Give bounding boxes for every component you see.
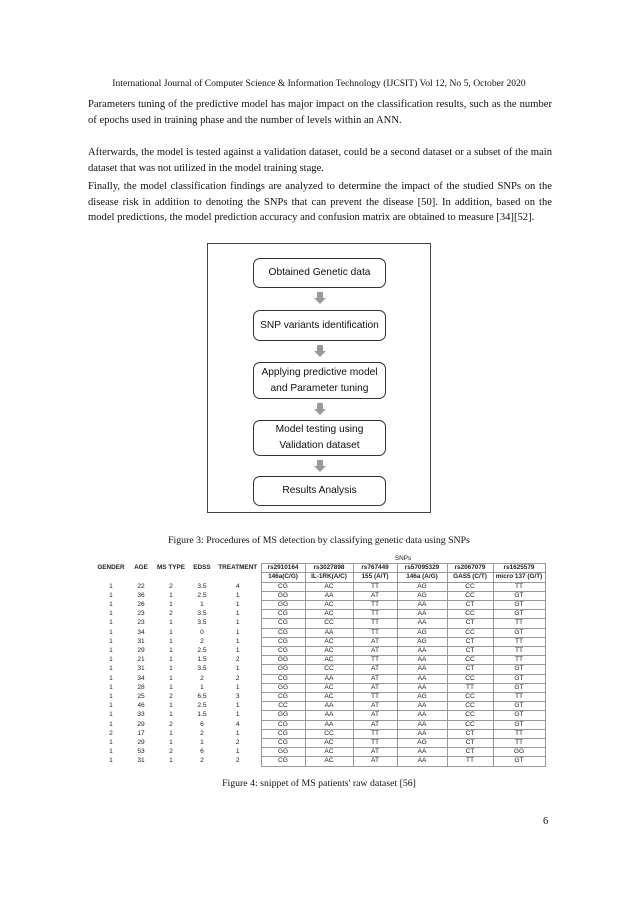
table-cell: AC — [305, 683, 353, 692]
table-cell: CT — [447, 729, 493, 738]
table-cell: TT — [493, 647, 545, 656]
table-cell: 2 — [109, 729, 113, 737]
column-header: TREATMENT — [218, 564, 258, 572]
table-cell: CC — [447, 674, 493, 683]
table-cell: AA — [397, 674, 447, 683]
table-cell: GT — [493, 702, 545, 711]
table-cell: GT — [493, 591, 545, 600]
table-cell: 34 — [137, 628, 145, 636]
table-cell: GG — [493, 748, 545, 757]
column-subheader: GAS5 (C/T) — [447, 573, 493, 582]
table-cell: GT — [493, 683, 545, 692]
table-row — [93, 619, 545, 628]
table-cell: 1.5 — [197, 656, 207, 664]
down-arrow-icon — [314, 345, 326, 357]
table-cell: 2 — [169, 720, 173, 728]
table-cell: AA — [397, 647, 447, 656]
table-cell: 31 — [137, 637, 145, 645]
table-cell: AA — [305, 628, 353, 637]
table-cell: AC — [305, 610, 353, 619]
table-cell: 2 — [235, 739, 240, 747]
table-header-row — [93, 564, 545, 573]
table-cell: 2 — [169, 582, 173, 590]
table-cell: 4 — [235, 720, 240, 728]
table-cell: TT — [353, 628, 397, 637]
table-cell: 1 — [109, 702, 113, 710]
table-cell: CC — [447, 720, 493, 729]
table-cell: GT — [493, 757, 545, 766]
table-cell: 1.5 — [197, 711, 207, 719]
table-cell: CC — [447, 711, 493, 720]
table-cell: AC — [305, 693, 353, 702]
table-cell: AC — [305, 739, 353, 748]
table-cell: GG — [261, 748, 305, 757]
table-cell: 1 — [109, 748, 113, 756]
table-cell: 2 — [200, 637, 204, 645]
journal-header: International Journal of Computer Science & Information Technology (IJCSIT) Vol 12, No 5, October 2020 — [112, 78, 526, 89]
table-cell: 1 — [235, 702, 240, 710]
table-cell: GG — [261, 601, 305, 610]
table-cell: 3.5 — [197, 610, 207, 618]
table-cell: CG — [261, 647, 305, 656]
flowchart-figure — [207, 243, 431, 513]
table-cell: CG — [261, 674, 305, 683]
table-cell: 1 — [109, 628, 113, 636]
table-cell: CT — [447, 637, 493, 646]
table-cell: 26 — [137, 601, 145, 609]
table-cell: AC — [305, 637, 353, 646]
table-cell: 1 — [109, 739, 113, 747]
table-cell: AA — [397, 748, 447, 757]
table-cell: 1 — [169, 739, 173, 747]
table-cell: GT — [493, 711, 545, 720]
table-cell: 1 — [169, 656, 173, 664]
table-cell: CT — [447, 601, 493, 610]
table-cell: 1 — [169, 665, 173, 673]
table-cell: CG — [261, 628, 305, 637]
table-cell: AT — [353, 665, 397, 674]
table-cell: 1 — [109, 683, 113, 691]
table-cell: CT — [447, 739, 493, 748]
table-cell: AA — [397, 601, 447, 610]
paragraph-validation: Afterwards, the model is tested against a validation dataset, could be a second dataset or a subset of the main dataset that was not utilized in the model training stage. — [88, 147, 552, 174]
table-cell: AA — [305, 591, 353, 600]
table-cell: TT — [493, 656, 545, 665]
paragraph-findings: Finally, the model classification findings are analyzed to determine the impact of the studied SNPs on the disease risk in addition to denoting the SNPs that can prevent the disease [50]. In addition, based on the model predictions, the model prediction accuracy and confusion matrix are obtained to measure [34][52]. — [88, 181, 552, 223]
table-cell: AG — [397, 628, 447, 637]
table-cell: 2.5 — [197, 647, 207, 655]
table-cell: 1 — [235, 665, 240, 673]
table-cell: TT — [493, 729, 545, 738]
table-cell: 1 — [169, 647, 173, 655]
column-subheader: 146a(C/G) — [261, 573, 305, 582]
dataset-table — [93, 555, 546, 767]
table-cell: TT — [493, 739, 545, 748]
table-cell: 1 — [235, 647, 240, 655]
table-cell: TT — [447, 683, 493, 692]
table-row — [93, 628, 545, 637]
table-row — [93, 702, 545, 711]
table-cell: 3.5 — [197, 665, 207, 673]
table-cell: 2 — [235, 674, 240, 682]
table-cell: 2.5 — [197, 702, 207, 710]
column-subheader: micro 137 (G/T) — [493, 573, 545, 582]
column-header: rs57095329 — [397, 564, 447, 573]
table-cell: CC — [305, 729, 353, 738]
table-cell: 1 — [109, 582, 113, 590]
table-cell: CG — [261, 610, 305, 619]
table-cell: TT — [493, 637, 545, 646]
table-cell: AC — [305, 757, 353, 766]
column-subheader: 146a (A/G) — [397, 573, 447, 582]
table-cell: 1 — [169, 628, 173, 636]
table-cell: TT — [353, 601, 397, 610]
column-header: EDSS — [193, 564, 211, 572]
table-cell: CC — [447, 693, 493, 702]
table-row — [93, 748, 545, 757]
table-cell: 22 — [137, 582, 145, 590]
table-cell: TT — [353, 610, 397, 619]
table-cell: CT — [447, 748, 493, 757]
table-cell: GG — [261, 591, 305, 600]
table-cell: GG — [261, 711, 305, 720]
table-cell: AA — [397, 720, 447, 729]
table-cell: AA — [397, 711, 447, 720]
table-cell: GG — [261, 683, 305, 692]
table-cell: 1 — [235, 637, 240, 645]
table-cell: 1 — [235, 683, 240, 691]
table-cell: AG — [397, 637, 447, 646]
table-cell: AA — [397, 683, 447, 692]
table-cell: GT — [493, 720, 545, 729]
column-subheader: IL-1RK(A/C) — [305, 573, 353, 582]
table-cell: AA — [397, 619, 447, 628]
table-cell: CC — [447, 591, 493, 600]
table-cell: 1 — [109, 674, 113, 682]
flow-step-results-analysis: Results Analysis — [253, 476, 386, 506]
table-cell: CT — [447, 647, 493, 656]
down-arrow-icon — [314, 460, 326, 472]
table-cell: 3 — [235, 693, 240, 701]
table-cell: TT — [447, 757, 493, 766]
table-cell: AA — [305, 711, 353, 720]
table-cell: 29 — [137, 647, 145, 655]
table-cell: AT — [353, 720, 397, 729]
table-cell: 1 — [235, 619, 240, 627]
flow-step-obtained-genetic-data: Obtained Genetic data — [253, 258, 386, 288]
table-row — [93, 720, 545, 729]
table-cell: 1 — [109, 637, 113, 645]
table-cell: AC — [305, 601, 353, 610]
table-row — [93, 711, 545, 720]
table-cell: GT — [493, 601, 545, 610]
table-cell: AT — [353, 711, 397, 720]
column-header: GENDER — [97, 564, 125, 572]
table-cell: 1 — [169, 702, 173, 710]
table-cell: 1 — [235, 628, 240, 636]
table-cell: CC — [447, 628, 493, 637]
table-cell: AG — [397, 693, 447, 702]
flow-step-predictive-model: Applying predictive model and Parameter tuning — [253, 362, 386, 399]
table-cell: CT — [447, 619, 493, 628]
table-cell: AA — [397, 656, 447, 665]
table-cell: CG — [261, 729, 305, 738]
table-cell: TT — [353, 619, 397, 628]
down-arrow-icon — [314, 292, 326, 304]
table-cell: AT — [353, 647, 397, 656]
table-cell: CC — [305, 619, 353, 628]
table-cell: GT — [493, 665, 545, 674]
table-cell: CT — [447, 665, 493, 674]
table-cell: AA — [305, 674, 353, 683]
table-cell: 28 — [137, 683, 145, 691]
table-cell: 17 — [137, 729, 145, 737]
table-cell: 6.5 — [197, 693, 207, 701]
table-cell: 2 — [200, 729, 204, 737]
table-row — [93, 610, 545, 619]
table-cell: 1 — [235, 591, 240, 599]
column-header: rs1625579 — [493, 564, 545, 573]
table-cell: 1 — [169, 591, 173, 599]
table-cell: AT — [353, 702, 397, 711]
table-cell: 2 — [169, 693, 173, 701]
table-cell: AT — [353, 748, 397, 757]
column-header: rs767449 — [353, 564, 397, 573]
table-cell: 1 — [169, 619, 173, 627]
table-row — [93, 739, 545, 748]
table-row — [93, 757, 545, 766]
table-cell: 2 — [169, 748, 173, 756]
table-group-row — [93, 555, 545, 564]
table-cell: CG — [261, 757, 305, 766]
table-cell: 2 — [235, 656, 240, 664]
table-cell: CC — [447, 582, 493, 591]
table-cell: CC — [447, 702, 493, 711]
table-cell: AC — [305, 582, 353, 591]
page-number: 6 — [543, 816, 549, 827]
table-cell: 23 — [137, 619, 145, 627]
table-cell: 2 — [235, 757, 240, 765]
table-cell: 31 — [137, 757, 145, 765]
table-cell: 1 — [235, 610, 240, 618]
table-cell: 1 — [109, 665, 113, 673]
table-cell: 1 — [109, 610, 113, 618]
table-cell: 46 — [137, 702, 145, 710]
table-cell: 29 — [137, 720, 145, 728]
table-cell: GT — [493, 628, 545, 637]
table-cell: GT — [493, 674, 545, 683]
table-row — [93, 591, 545, 600]
table-cell: 1 — [169, 711, 173, 719]
table-cell: CG — [261, 619, 305, 628]
table-cell: AA — [305, 702, 353, 711]
table-cell: CG — [261, 720, 305, 729]
table-cell: AA — [397, 610, 447, 619]
table-cell: AG — [397, 582, 447, 591]
table-cell: AT — [353, 591, 397, 600]
table-row — [93, 693, 545, 702]
table-cell: 2 — [200, 757, 204, 765]
table-cell: 1 — [109, 757, 113, 765]
table-cell: CC — [261, 702, 305, 711]
table-cell: 1 — [169, 729, 173, 737]
table-cell: CG — [261, 693, 305, 702]
table-cell: 1 — [235, 729, 240, 737]
table-cell: GT — [493, 610, 545, 619]
table-cell: 33 — [137, 711, 145, 719]
table-cell: AA — [397, 729, 447, 738]
column-subheader: 155 (A/T) — [353, 573, 397, 582]
table-cell: 1 — [109, 619, 113, 627]
table-cell: AG — [397, 739, 447, 748]
table-cell: TT — [493, 582, 545, 591]
table-row — [93, 656, 545, 665]
table-cell: AG — [397, 591, 447, 600]
table-row — [93, 729, 545, 738]
table-cell: 1 — [109, 720, 113, 728]
table-cell: 1 — [169, 757, 173, 765]
table-row — [93, 647, 545, 656]
table-cell: AC — [305, 748, 353, 757]
column-header: AGE — [134, 564, 148, 572]
table-body — [93, 582, 545, 766]
table-cell: CG — [261, 637, 305, 646]
table-cell: 2 — [169, 610, 173, 618]
table-cell: 3.5 — [197, 619, 207, 627]
table-cell: TT — [353, 693, 397, 702]
table-cell: TT — [493, 619, 545, 628]
table-cell: AC — [305, 656, 353, 665]
figure-4-caption: Figure 4: snippet of MS patients' raw dataset [56] — [222, 778, 416, 789]
table-subheader-row — [93, 573, 545, 582]
table-cell: 4 — [235, 582, 240, 590]
table-cell: 21 — [137, 656, 145, 664]
table-row — [93, 674, 545, 683]
table-cell: 1 — [200, 601, 204, 609]
table-cell: AT — [353, 637, 397, 646]
table-cell: 1 — [235, 711, 240, 719]
table-cell: GG — [261, 665, 305, 674]
figure-3-caption: Figure 3: Procedures of MS detection by classifying genetic data using SNPs — [168, 535, 470, 546]
flow-step-snp-identification: SNP variants identification — [253, 310, 386, 341]
table-cell: 3.5 — [197, 582, 207, 590]
dataset-table-figure — [93, 555, 545, 767]
table-cell: 1 — [169, 601, 173, 609]
table-cell: AT — [353, 674, 397, 683]
table-cell: TT — [353, 582, 397, 591]
table-cell: AT — [353, 683, 397, 692]
table-cell: GG — [261, 656, 305, 665]
table-cell: TT — [353, 656, 397, 665]
table-cell: CC — [447, 656, 493, 665]
table-cell: 1 — [200, 739, 204, 747]
table-cell: 36 — [137, 591, 145, 599]
table-cell: 1 — [109, 647, 113, 655]
table-cell: CC — [305, 665, 353, 674]
table-cell: 1 — [169, 637, 173, 645]
column-header: MS TYPE — [156, 564, 186, 572]
table-cell: TT — [353, 729, 397, 738]
table-row — [93, 601, 545, 610]
table-cell: 1 — [169, 674, 173, 682]
table-cell: CG — [261, 739, 305, 748]
table-cell: 53 — [137, 748, 145, 756]
column-header: rs3027898 — [305, 564, 353, 573]
table-cell: 31 — [137, 665, 145, 673]
paragraph-parameter-tuning: Parameters tuning of the predictive model has major impact on the classification results, such as the number of epochs used in training phase and the number of levels within an ANN. — [88, 99, 552, 126]
table-cell: 2.5 — [197, 591, 207, 599]
table-cell: AC — [305, 647, 353, 656]
table-cell: TT — [353, 739, 397, 748]
table-cell: 1 — [235, 748, 240, 756]
table-cell: 6 — [200, 748, 204, 756]
table-row — [93, 665, 545, 674]
table-cell: AA — [397, 702, 447, 711]
column-header: rs2910164 — [261, 564, 305, 573]
table-cell: 1 — [200, 683, 204, 691]
table-cell: 1 — [109, 711, 113, 719]
table-cell: 6 — [200, 720, 204, 728]
table-cell: 1 — [109, 693, 113, 701]
table-cell: 1 — [109, 601, 113, 609]
table-cell: AA — [305, 720, 353, 729]
table-cell: 29 — [137, 739, 145, 747]
table-cell: CC — [447, 610, 493, 619]
down-arrow-icon — [314, 403, 326, 415]
table-cell: 2 — [200, 674, 204, 682]
table-cell: 0 — [200, 628, 204, 636]
table-cell: TT — [493, 693, 545, 702]
table-cell: AA — [397, 665, 447, 674]
table-cell: CG — [261, 582, 305, 591]
table-cell: 34 — [137, 674, 145, 682]
snps-group-label: SNPs — [394, 555, 412, 562]
table-cell: AT — [353, 757, 397, 766]
table-cell: AA — [397, 757, 447, 766]
table-cell: 1 — [169, 683, 173, 691]
table-row — [93, 582, 545, 591]
column-header: rs2067079 — [447, 564, 493, 573]
table-row — [93, 637, 545, 646]
table-cell: 25 — [137, 693, 145, 701]
table-cell: 1 — [109, 591, 113, 599]
table-cell: 23 — [137, 610, 145, 618]
table-cell: 1 — [109, 656, 113, 664]
table-cell: 1 — [235, 601, 240, 609]
table-row — [93, 683, 545, 692]
flow-step-model-testing: Model testing using Validation dataset — [253, 420, 386, 456]
